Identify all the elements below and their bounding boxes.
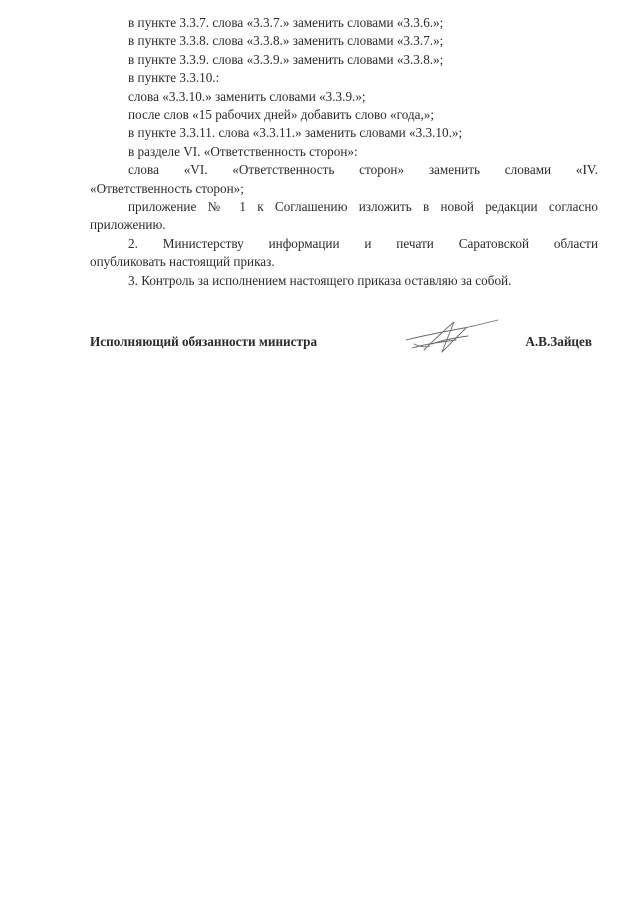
handwritten-signature-icon (402, 314, 502, 358)
item-2-first-line: 2. Министерству информации и печати Саратовской области (128, 235, 598, 251)
amendment-line-1: в пункте 3.3.7. слова «3.3.7.» заменить словами «3.3.6.»; (128, 15, 444, 30)
document-body (90, 14, 598, 290)
signature-block (90, 330, 598, 360)
para-appendix-first-line: приложение № 1 к Соглашению изложить в новой редакции согласно (128, 199, 598, 215)
item-3: 3. Контроль за исполнением настоящего приказа оставляю за собой. (128, 272, 512, 288)
item-2-continuation: опубликовать настоящий приказ. (90, 254, 275, 270)
signatory-name: А.В.Зайцев (525, 334, 592, 349)
para-appendix-continuation: приложению. (90, 217, 166, 233)
para-vi-first-line: слова «VI. «Ответственность сторон» заменить словами «IV. (128, 162, 598, 178)
amendment-line-7: в пункте 3.3.11. слова «3.3.11.» заменить словами «3.3.10.»; (128, 125, 463, 141)
amendment-line-8: в разделе VI. «Ответственность сторон»: (128, 143, 358, 159)
amendment-line-5: слова «3.3.10.» заменить словами «3.3.9.»; (128, 88, 366, 104)
amendment-line-3: в пункте 3.3.9. слова «3.3.9.» заменить словами «3.3.8.»; (128, 51, 444, 67)
amendment-line-2: в пункте 3.3.8. слова «3.3.8.» заменить словами «3.3.7.»; (128, 33, 444, 49)
signatory-title: Исполняющий обязанности министра (90, 334, 318, 349)
amendment-line-6: после слов «15 рабочих дней» добавить слово «года,»; (128, 107, 435, 123)
para-vi-continuation: «Ответственность сторон»; (90, 180, 244, 196)
amendment-line-4: в пункте 3.3.10.: (128, 70, 220, 86)
